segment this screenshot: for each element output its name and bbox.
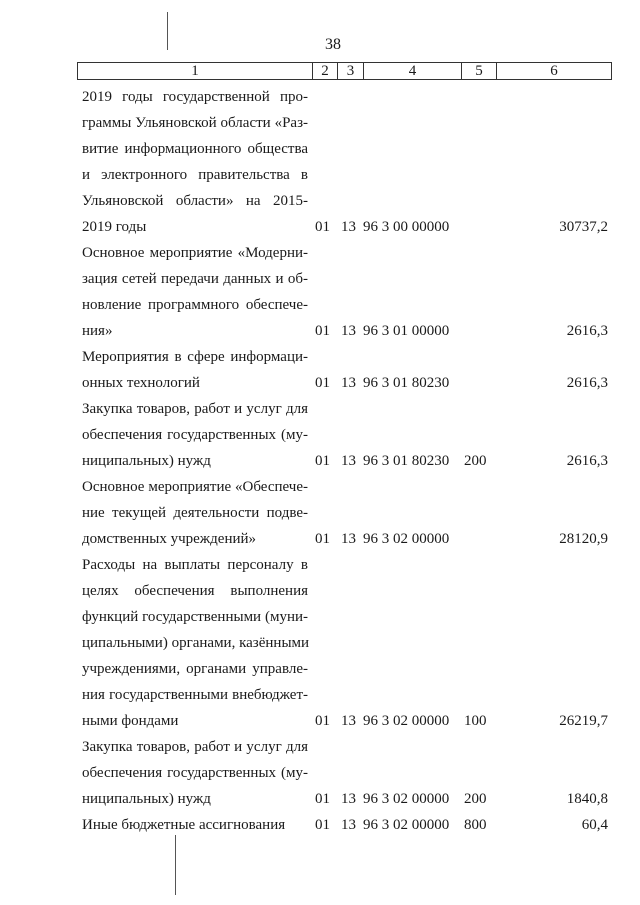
cell-c4: 96 3 01 80230 bbox=[363, 453, 450, 469]
table-row bbox=[82, 812, 612, 838]
page-number: 38 bbox=[325, 36, 341, 53]
header-col-3: 3 bbox=[338, 63, 364, 79]
row-description: онных технологий bbox=[82, 375, 200, 391]
cell-c6: 30737,2 bbox=[559, 219, 608, 235]
table-row bbox=[82, 344, 612, 396]
table-header bbox=[77, 62, 612, 80]
row-description: функций государственными (муни- bbox=[82, 609, 308, 625]
cell-c4: 96 3 01 00000 bbox=[363, 323, 450, 339]
row-description: Иные бюджетные ассигнования bbox=[82, 817, 286, 833]
row-description: ния» bbox=[82, 323, 113, 339]
cell-c2: 01 bbox=[315, 713, 330, 729]
cell-c4: 96 3 02 00000 bbox=[363, 531, 450, 547]
row-description: домственных учреждений» bbox=[82, 531, 257, 547]
row-description: Основное мероприятие «Модерни- bbox=[82, 245, 308, 261]
row-line bbox=[82, 110, 612, 136]
row-line bbox=[82, 292, 612, 318]
row-line bbox=[82, 396, 612, 422]
table-row bbox=[82, 396, 612, 474]
row-description: витие информационного общества bbox=[82, 141, 308, 157]
row-line bbox=[82, 682, 612, 708]
row-line bbox=[82, 474, 612, 500]
cell-c5: 200 bbox=[464, 791, 487, 807]
row-description: Расходы на выплаты персоналу в bbox=[82, 557, 308, 573]
row-description: Мероприятия в сфере информаци- bbox=[82, 349, 308, 365]
row-line bbox=[82, 500, 612, 526]
row-line bbox=[82, 630, 612, 656]
table-row bbox=[82, 734, 612, 812]
row-line bbox=[82, 760, 612, 786]
cell-c3: 13 bbox=[341, 219, 356, 235]
cell-c3: 13 bbox=[341, 791, 356, 807]
cell-c2: 01 bbox=[315, 531, 330, 547]
header-col-1: 1 bbox=[78, 63, 313, 79]
cell-c2: 01 bbox=[315, 375, 330, 391]
row-description: Основное мероприятие «Обеспече- bbox=[82, 479, 308, 495]
table-row bbox=[82, 240, 612, 344]
row-description: 2019 годы bbox=[82, 219, 147, 235]
header-col-2: 2 bbox=[313, 63, 338, 79]
table-row bbox=[82, 474, 612, 552]
row-line bbox=[82, 266, 612, 292]
row-line bbox=[82, 84, 612, 110]
row-description: и электронного правительства в bbox=[82, 167, 308, 183]
cell-c6: 1840,8 bbox=[566, 791, 608, 807]
cell-c2: 01 bbox=[315, 323, 330, 339]
row-description: Закупка товаров, работ и услуг для bbox=[82, 739, 308, 755]
cell-c6: 2616,3 bbox=[566, 375, 608, 391]
row-description: целях обеспечения выполнения bbox=[82, 583, 308, 599]
row-line bbox=[82, 812, 612, 838]
row-line bbox=[82, 734, 612, 760]
row-description: обеспечения государственных (му- bbox=[82, 427, 308, 443]
row-line bbox=[82, 162, 612, 188]
cell-c4: 96 3 00 00000 bbox=[363, 219, 450, 235]
header-col-5: 5 bbox=[462, 63, 497, 79]
cell-c3: 13 bbox=[341, 453, 356, 469]
row-description: учреждениями, органами управле- bbox=[82, 661, 308, 677]
cell-c4: 96 3 02 00000 bbox=[363, 791, 450, 807]
cell-c2: 01 bbox=[315, 791, 330, 807]
row-line bbox=[82, 188, 612, 214]
cell-c5: 200 bbox=[464, 453, 487, 469]
cell-c6: 26219,7 bbox=[559, 713, 608, 729]
row-description: Закупка товаров, работ и услуг для bbox=[82, 401, 308, 417]
cell-c2: 01 bbox=[315, 219, 330, 235]
row-description: зация сетей передачи данных и об- bbox=[82, 271, 308, 287]
row-line bbox=[82, 422, 612, 448]
header-col-6: 6 bbox=[550, 63, 558, 79]
header-col-4: 4 bbox=[364, 63, 462, 79]
row-line bbox=[82, 578, 612, 604]
row-line bbox=[82, 552, 612, 578]
cell-c4: 96 3 01 80230 bbox=[363, 375, 450, 391]
row-line bbox=[82, 448, 612, 474]
cell-c4: 96 3 02 00000 bbox=[363, 817, 450, 833]
row-description: граммы Ульяновской области «Раз- bbox=[82, 115, 308, 131]
cell-c6: 2616,3 bbox=[566, 453, 608, 469]
table-row bbox=[82, 552, 612, 734]
row-description: ниципальных) нужд bbox=[82, 791, 211, 807]
row-line bbox=[82, 240, 612, 266]
cell-c5: 800 bbox=[464, 817, 487, 833]
row-description: обеспечения государственных (му- bbox=[82, 765, 308, 781]
row-line bbox=[82, 370, 612, 396]
cell-c6: 28120,9 bbox=[559, 531, 608, 547]
row-description: Ульяновской области» на 2015- bbox=[82, 193, 308, 209]
cell-c3: 13 bbox=[341, 713, 356, 729]
cell-c3: 13 bbox=[341, 323, 356, 339]
row-description: ными фондами bbox=[82, 713, 179, 729]
cell-c6: 60,4 bbox=[581, 817, 608, 833]
table-row bbox=[82, 84, 612, 240]
row-description: ниципальных) нужд bbox=[82, 453, 211, 469]
cell-c3: 13 bbox=[341, 375, 356, 391]
row-description: новление программного обеспече- bbox=[82, 297, 308, 313]
row-line bbox=[82, 604, 612, 630]
row-description: 2019 годы государственной про- bbox=[82, 89, 308, 105]
row-line bbox=[82, 318, 612, 344]
cell-c5: 100 bbox=[464, 713, 487, 729]
scan-artifact bbox=[175, 835, 176, 895]
row-line bbox=[82, 786, 612, 812]
row-line bbox=[82, 214, 612, 240]
table-body bbox=[82, 84, 612, 838]
cell-c2: 01 bbox=[315, 453, 330, 469]
row-line bbox=[82, 656, 612, 682]
row-description: ципальными) органами, казёнными bbox=[82, 635, 310, 651]
row-description: ния государственными внебюджет- bbox=[82, 687, 308, 703]
cell-c3: 13 bbox=[341, 817, 356, 833]
cell-c6: 2616,3 bbox=[566, 323, 608, 339]
cell-c2: 01 bbox=[315, 817, 330, 833]
row-line bbox=[82, 526, 612, 552]
row-line bbox=[82, 708, 612, 734]
cell-c3: 13 bbox=[341, 531, 356, 547]
cell-c4: 96 3 02 00000 bbox=[363, 713, 450, 729]
row-line bbox=[82, 344, 612, 370]
row-description: ние текущей деятельности подве- bbox=[82, 505, 308, 521]
row-line bbox=[82, 136, 612, 162]
